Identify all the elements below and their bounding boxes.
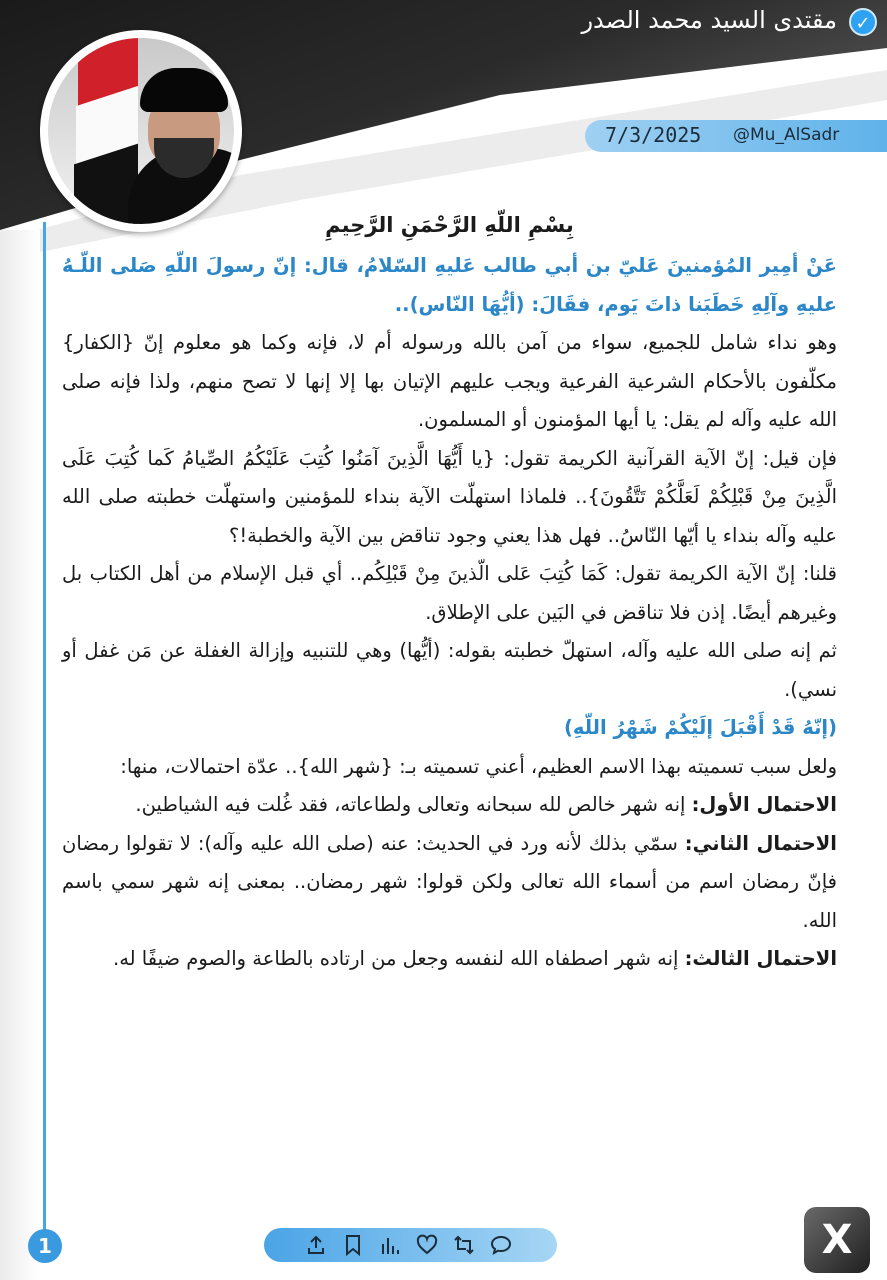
paragraph: ولعل سبب تسميته بهذا الاسم العظيم، أعني تسميته بـ: {شهر الله}.. عدّة احتمالات، منها: [120,754,837,778]
page-number: 1 [28,1229,62,1263]
paragraph: قلنا: إنّ الآية الكريمة تقول: كَمَا كُتِبَ عَلى الّذينَ مِنْ قَبْلِكُم.. أي قبل الإسلام من أهل الكتاب بل وغيرهم أيضًا. إذن فلا تناقض في البَين على الإطلاق. [62,562,837,624]
like-icon[interactable] [416,1230,438,1260]
reply-icon[interactable] [490,1230,512,1260]
share-icon[interactable] [305,1230,327,1260]
views-icon[interactable] [379,1230,401,1260]
side-shade [0,230,40,1280]
verified-badge-icon: ✓ [849,8,877,36]
hadith-quote: (إنّهُ قَدْ أَقْبَلَ إلَيْكُمْ شَهْرُ اللّهِ) [563,716,837,739]
possibility-2 [62,825,837,941]
paragraph: ثم إنه صلى الله عليه وآله، استهلّ خطبته بقوله: (أيُّها) وهي للتنبيه وإزالة الغفلة عن مَن غفل أو نسي). [62,639,837,701]
possibility-label: الاحتمال الأول: [691,793,837,816]
post-date: 7/3/2025 [605,123,702,147]
account-name[interactable]: مقتدى السيد محمد الصدر [581,6,837,34]
possibility-1 [62,786,837,825]
paragraph: فإن قيل: إنّ الآية القرآنية الكريمة تقول: {يا أَيُّهَا الَّذِينَ آمَنُوا كُتِبَ عَلَيْكُمُ الصِّيامُ كَما كُتِبَ عَلَى الَّذِينَ مِنْ قَبْلِكُمْ لَعَلَّكُمْ تَتَّقُونَ}.. فلماذا استهلّت الآية بنداء للمؤمنين واستهلّت خطبته صلى الله عليه وآله بنداء يا أيّها النّاسُ.. فهل هذا يعني وجود تناقض بين الآية والخطبة!؟ [62,446,837,547]
hadith-quote: عَنْ أمِير المُؤمنينَ عَليّ بن أبي طالب عَليهِ السّلامُ، قال: إنّ رسولَ اللّهِ صَلى اللّـهُ عليهِ وآلِهِ خَطَبَنا ذاتَ يَوم، فقَالَ: (أيُّهَا النّاس).. [62,254,837,316]
timeline-line [43,222,46,1242]
possibility-text: إنه شهر خالص لله سبحانه وتعالى ولطاعاته، فقد غُلت فيه الشياطين. [135,793,692,816]
possibility-label: الاحتمال الثاني: [684,831,837,855]
bookmark-icon[interactable] [342,1230,364,1260]
basmala-heading: بِسْمِ اللّهِ الرَّحْمَنِ الرَّحِيمِ [325,213,574,237]
person-turban [140,68,228,112]
possibility-text: إنه شهر اصطفاه الله لنفسه وجعل من ارتاده بالطاعة والصوم ضيفًا له. [113,947,685,970]
account-handle[interactable]: @Mu_AlSadr [733,125,840,145]
retweet-icon[interactable] [453,1230,475,1260]
avatar[interactable] [48,38,234,224]
possibility-3 [62,940,837,979]
paragraph: وهو نداء شامل للجميع، سواء من آمن بالله ورسوله أم لا، فإنه وكما هو معلوم إنّ {الكفار} مكلّفون بالأحكام الشرعية الفرعية ويجب عليهم الإتيان بها إلا إنها لا تصح منهم، ولذا فإنه صلى الله عليه وآله لم يقل: يا أيها المؤمنون أو المسلمون. [62,331,837,431]
action-icons [305,1230,512,1260]
x-logo-icon: X [804,1207,870,1273]
possibility-text: سمّي بذلك لأنه ورد في الحديث: عنه (صلى الله عليه وآله): لا تقولوا رمضان فإنّ رمضان اسم من أسماء الله تعالى ولكن قولوا: شهر رمضان.. بمعنى إنه شهر سمي باسم الله. [62,831,837,932]
post-body [62,205,837,979]
possibility-label: الاحتمال الثالث: [684,947,837,970]
